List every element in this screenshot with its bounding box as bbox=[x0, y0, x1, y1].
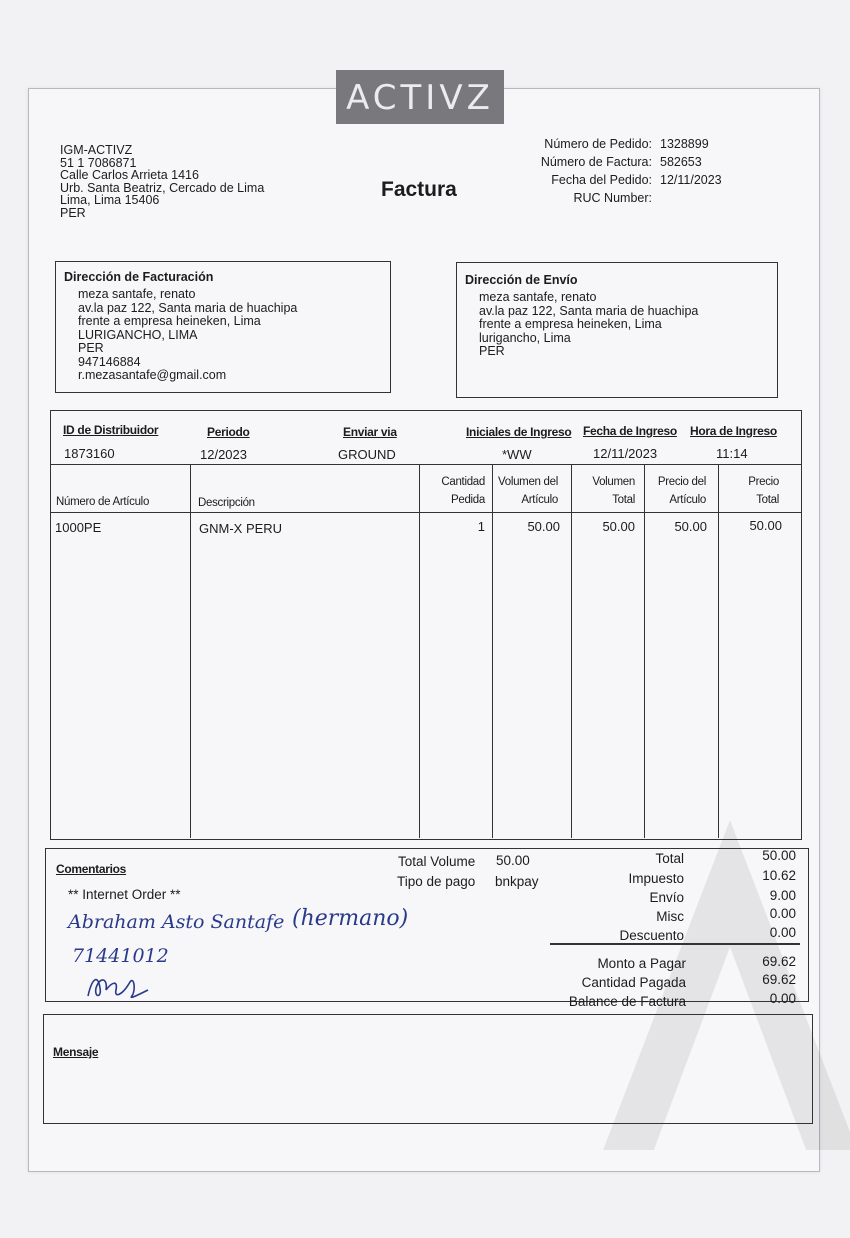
price-total-header-line1: Precio bbox=[748, 476, 779, 488]
discount-value: 0.00 bbox=[769, 925, 796, 940]
distributor-id-header: ID de Distribuidor bbox=[63, 423, 159, 437]
ship-via-value: GROUND bbox=[338, 447, 396, 462]
handwritten-relation: (hermano) bbox=[292, 906, 409, 931]
payment-type-label: Tipo de pago bbox=[397, 874, 476, 889]
item-qty: 1 bbox=[477, 519, 485, 534]
billing-address-box bbox=[55, 261, 391, 393]
billing-line: meza santafe, renato bbox=[78, 287, 196, 301]
column-line bbox=[492, 464, 493, 838]
company-logo: ACTIVZ bbox=[336, 70, 504, 124]
billing-email: r.mezasantafe@gmail.com bbox=[78, 368, 227, 382]
amount-due-label: Monto a Pagar bbox=[597, 956, 686, 971]
comments-text: ** Internet Order ** bbox=[68, 887, 181, 902]
table-divider bbox=[50, 464, 802, 465]
tax-value: 10.62 bbox=[762, 868, 796, 883]
discount-label: Descuento bbox=[619, 928, 684, 943]
ruc-label: RUC Number: bbox=[573, 191, 652, 205]
shipping-line: lurigancho, Lima bbox=[479, 330, 571, 345]
billing-line: av.la paz 122, Santa maria de huachipa bbox=[78, 300, 298, 315]
distributor-id-value: 1873160 bbox=[64, 446, 115, 461]
totals-divider bbox=[550, 943, 800, 945]
invoice-number: 582653 bbox=[660, 155, 702, 169]
order-number-label: Número de Pedido: bbox=[544, 137, 652, 151]
misc-label: Misc bbox=[656, 909, 684, 924]
shipping-value: 9.00 bbox=[769, 888, 796, 903]
column-line bbox=[190, 464, 191, 838]
vol-total-header-line1: Volumen bbox=[592, 476, 635, 488]
qty-header-line2: Pedida bbox=[450, 494, 485, 506]
order-number: 1328899 bbox=[660, 137, 709, 151]
shipping-line: PER bbox=[479, 344, 505, 358]
company-line: 51 1 7086871 bbox=[60, 155, 137, 170]
period-header: Periodo bbox=[207, 425, 250, 439]
order-info bbox=[520, 135, 722, 207]
price-article-header bbox=[645, 473, 706, 509]
order-date: 12/11/2023 bbox=[660, 173, 722, 187]
billing-line: LURIGANCHO, LIMA bbox=[78, 327, 198, 342]
message-box bbox=[43, 1014, 813, 1124]
qty-header-line1: Cantidad bbox=[441, 476, 485, 488]
balance-label: Balance de Factura bbox=[568, 994, 686, 1009]
shipping-line: meza santafe, renato bbox=[479, 290, 597, 304]
price-total-header bbox=[720, 473, 779, 509]
billing-address-title: Dirección de Facturación bbox=[64, 270, 214, 284]
amount-paid-value: 69.62 bbox=[762, 972, 796, 987]
comments-title: Comentarios bbox=[56, 862, 127, 876]
balance-value: 0.00 bbox=[769, 991, 796, 1006]
table-header-divider bbox=[50, 512, 802, 513]
shipping-address-title: Dirección de Envío bbox=[465, 273, 578, 287]
entry-date-value: 12/11/2023 bbox=[593, 446, 658, 461]
amount-paid-label: Cantidad Pagada bbox=[581, 975, 686, 990]
company-line: Urb. Santa Beatriz, Cercado de Lima bbox=[60, 180, 265, 195]
ship-via-header: Enviar via bbox=[343, 425, 397, 439]
column-line bbox=[718, 464, 719, 838]
handwritten-name: Abraham Asto Santafe bbox=[68, 911, 285, 933]
shipping-line: av.la paz 122, Santa maria de huachipa bbox=[479, 303, 699, 318]
price-article-header-line1: Precio del bbox=[657, 476, 706, 488]
vol-article-header bbox=[494, 473, 558, 509]
billing-line: PER bbox=[78, 341, 104, 355]
total-value: 50.00 bbox=[762, 848, 796, 863]
vol-article-header-line1: Volumen del bbox=[498, 476, 558, 488]
total-volume: 50.00 bbox=[496, 853, 530, 868]
message-title: Mensaje bbox=[53, 1045, 99, 1059]
item-vol-total: 50.00 bbox=[602, 519, 635, 534]
vol-total-header bbox=[574, 473, 635, 509]
item-article-number: 1000PE bbox=[55, 520, 102, 535]
handwritten-id: 71441012 bbox=[72, 945, 169, 967]
billing-line: frente a empresa heineken, Lima bbox=[78, 314, 261, 328]
company-info bbox=[60, 144, 264, 219]
document-title: Factura bbox=[381, 178, 457, 201]
total-volume-label: Total Volume bbox=[398, 854, 476, 869]
company-line: Calle Carlos Arrieta 1416 bbox=[60, 168, 199, 182]
entry-date-header: Fecha de Ingreso bbox=[583, 424, 677, 438]
price-article-header-line2: Artículo bbox=[669, 494, 706, 506]
qty-header bbox=[420, 473, 485, 509]
billing-phone: 947146884 bbox=[78, 354, 141, 369]
entry-initials-header: Iniciales de Ingreso bbox=[466, 425, 572, 439]
amount-due-value: 69.62 bbox=[762, 954, 796, 969]
company-line: Lima, Lima 15406 bbox=[60, 193, 160, 207]
misc-value: 0.00 bbox=[769, 906, 796, 921]
shipping-address-box bbox=[456, 262, 778, 398]
invoice-number-label: Número de Factura: bbox=[540, 155, 652, 169]
payment-type: bnkpay bbox=[495, 874, 539, 889]
entry-time-value: 11:14 bbox=[716, 446, 748, 461]
shipping-line: frente a empresa heineken, Lima bbox=[479, 317, 662, 331]
item-vol-article: 50.00 bbox=[527, 519, 560, 534]
tax-label: Impuesto bbox=[628, 871, 684, 886]
item-price-total: 50.00 bbox=[749, 518, 782, 533]
vol-total-header-line2: Total bbox=[612, 494, 635, 506]
handwritten-signature bbox=[82, 968, 152, 1002]
order-date-label: Fecha del Pedido: bbox=[551, 173, 652, 187]
company-line: IGM-ACTIVZ bbox=[60, 143, 133, 157]
company-line: PER bbox=[60, 205, 86, 220]
item-description: GNM-X PERU bbox=[199, 521, 283, 536]
description-header: Descripción bbox=[198, 497, 255, 509]
article-number-header: Número de Artículo bbox=[56, 496, 150, 508]
vol-article-header-line2: Artículo bbox=[521, 494, 558, 506]
item-price-article: 50.00 bbox=[674, 519, 707, 534]
price-total-header-line2: Total bbox=[756, 494, 779, 506]
entry-initials-value: *WW bbox=[502, 447, 532, 462]
shipping-label: Envío bbox=[649, 890, 684, 905]
total-label: Total bbox=[655, 851, 684, 866]
entry-time-header: Hora de Ingreso bbox=[690, 424, 777, 438]
period-value: 12/2023 bbox=[200, 447, 247, 462]
